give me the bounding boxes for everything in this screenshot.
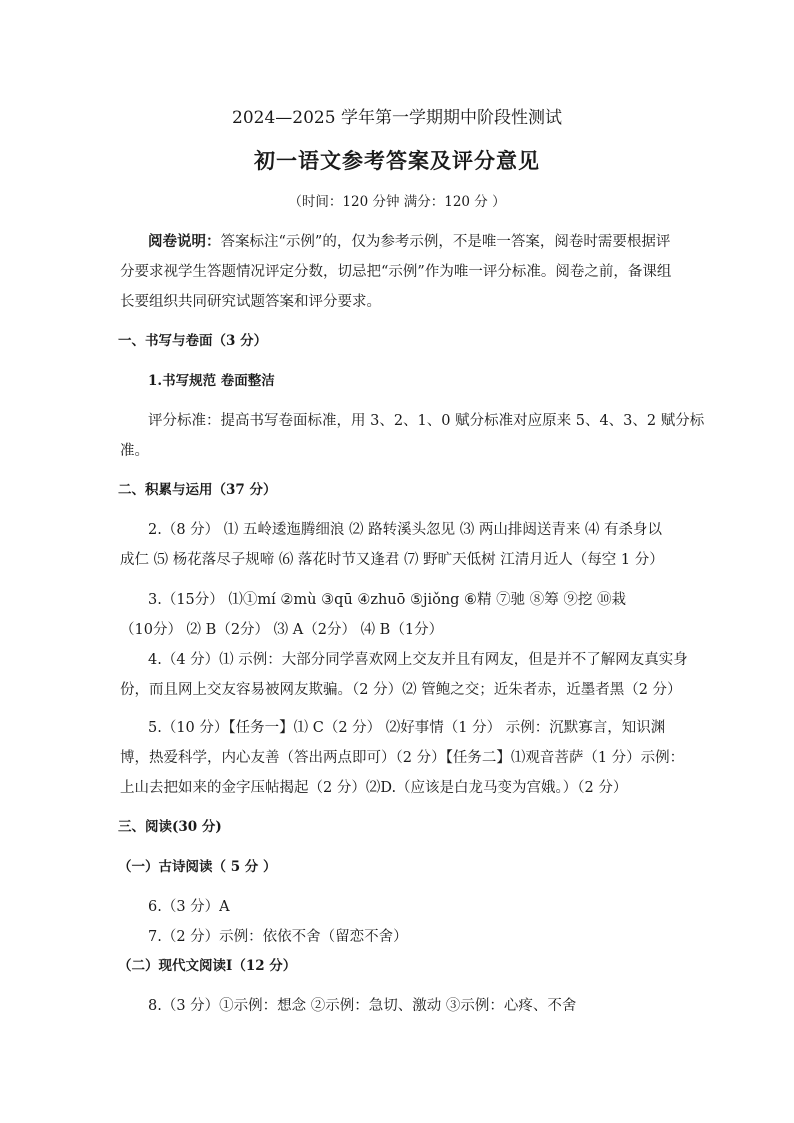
section-2-heading: 二、积累与运用（37 分） [118, 482, 277, 498]
q4-line-2: 份，而且网上交友容易被网友欺骗。（2 分）⑵ 管鲍之交；近朱者赤，近墨者黑（2 分） [120, 682, 682, 698]
q4-line-1: 4.（4 分）⑴ 示例：大部分同学喜欢网上交友并且有网友，但是并不了解网友真实身 [148, 652, 688, 668]
q3-line-1: 3.（15分） ⑴①mí ②mù ③qū ④zhuō ⑤jiǒng ⑥精 ⑦驰 ⑧筹 ⑨挖 ⑩栽 [148, 592, 626, 608]
intro-label: 阅卷说明： [148, 233, 221, 250]
exam-title: 2024—2025 学年第一学期期中阶段性测试 [232, 108, 562, 128]
q2-line-1: 2.（8 分） ⑴ 五岭逶迤腾细浪 ⑵ 路转溪头忽见 ⑶ 两山排闼送青来 ⑷ 有杀身以 [148, 522, 663, 538]
intro-line-3: 长要组织共同研究试题答案和评分要求。 [120, 294, 381, 310]
q5-line-3: 上山去把如来的金字压帖揭起（2 分）⑵D.（应该是白龙马变为宫娥。）（2 分） [120, 780, 628, 796]
q7: 7.（2 分）示例：依依不舍（留恋不舍） [148, 929, 408, 945]
exam-meta: （时间：120 分钟 满分：120 分 ） [288, 194, 506, 210]
intro-line-1 [148, 232, 794, 252]
q2-line-2: 成仁 ⑸ 杨花落尽子规啼 ⑹ 落花时节又逢君 ⑺ 野旷天低树 江清月近人（每空 1 分） [120, 552, 664, 568]
section-3-sub-1-heading: （一）古诗阅读（ 5 分 ） [118, 859, 277, 875]
q5-line-2: 博，热爱科学，内心友善（答出两点即可）（2 分）【任务二】⑴观音菩萨（1 分）示例： [120, 750, 685, 766]
q1-criteria-line-2: 准。 [120, 443, 149, 459]
intro-text-1: 答案标注“示例”的，仅为参考示例，不是唯一答案，阅卷时需要根据评 [220, 234, 671, 250]
q8: 8.（3 分）①示例：想念 ②示例：急切、激动 ③示例：心疼、不舍 [148, 998, 577, 1014]
section-3-sub-2-heading: （二）现代文阅读Ⅰ（12 分） [118, 958, 297, 974]
q1-criteria-line-1: 评分标准：提高书写卷面标准，用 3、2、1、0 赋分标准对应原来 5、4、3、2 赋分标 [148, 413, 705, 429]
intro-line-2: 分要求视学生答题情况评定分数，切忌把“示例”作为唯一评分标准。阅卷之前，备课组 [120, 264, 672, 280]
q6: 6.（3 分）A [148, 899, 230, 915]
section-3-heading: 三、阅读(30 分) [118, 819, 222, 835]
q5-line-1: 5.（10 分）【任务一】⑴ C（2 分） ⑵好事情（1 分） 示例：沉默寡言，知识渊 [148, 720, 666, 736]
section-1-heading: 一、书写与卷面（3 分） [118, 333, 268, 349]
q3-line-2: （10分） ⑵ B（2分） ⑶ A（2分） ⑷ B（1分） [120, 622, 444, 638]
document-title: 初一语文参考答案及评分意见 [254, 149, 540, 173]
q1-title: 1.书写规范 卷面整洁 [148, 373, 275, 389]
